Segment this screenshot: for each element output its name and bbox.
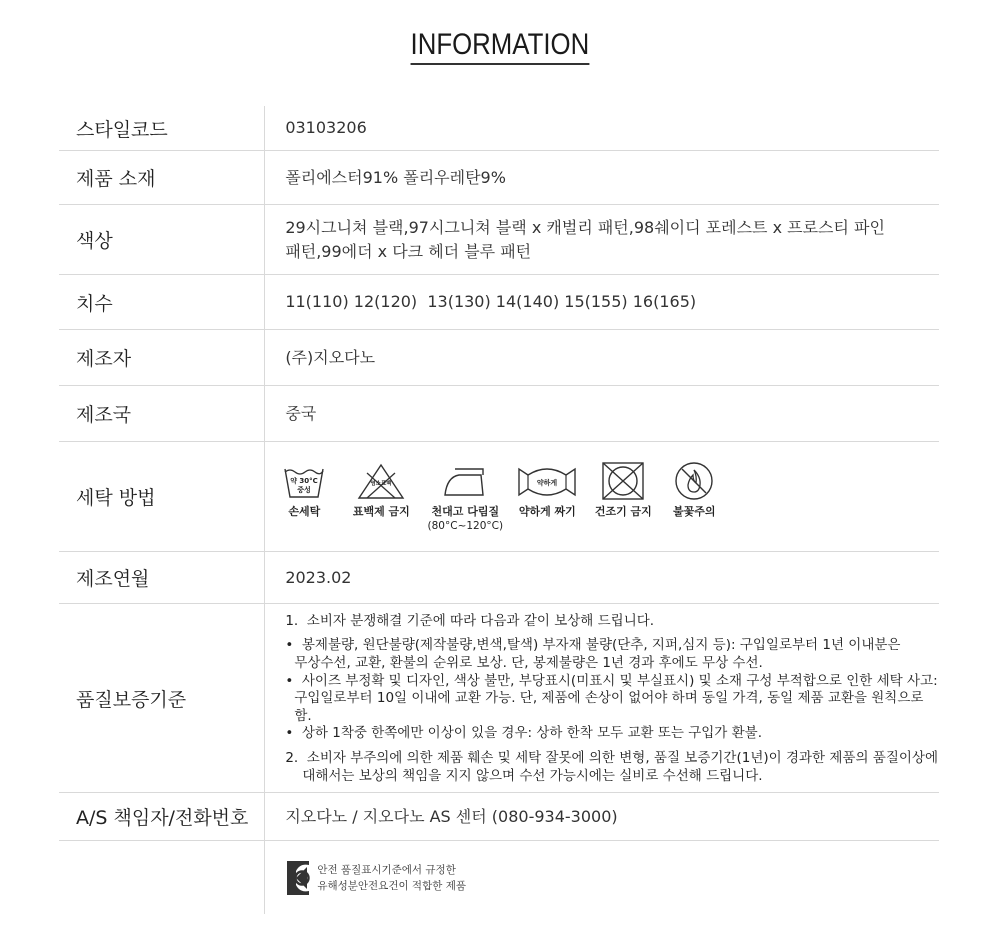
label-kc-empty [59,841,265,915]
label-size: 치수 [59,275,265,330]
value-size: 11(110) 12(120) 13(130) 14(140) 15(155) 16(165) [265,275,939,330]
care-hand-wash [282,461,326,519]
wring-text: 약하게 [537,478,558,487]
kc-text-line2: 유해성분안전요건이 적합한 제품 [317,879,466,892]
value-material: 폴리에스터91% 폴리우레탄9% [265,151,939,205]
hand-wash-label: 손세탁 [288,504,321,518]
label-washing: 세탁 방법 [59,442,265,552]
quality-line-2: • 봉제불량, 원단불량(제작불량,변색,탈색) 부자재 불량(단추, 지퍼,심지 등): 구입일로부터 1년 이내분은 [285,637,901,654]
kc-text-line1: 안전 품질표시기준에서 규정한 [317,863,456,876]
care-icons [285,461,938,533]
care-iron [427,461,504,533]
no-tumble-dry-icon [599,461,647,501]
care-wring [514,461,580,519]
title-text: INFORMATION [411,28,590,65]
label-material: 제품 소재 [59,151,265,205]
quality-line-7: 2. 소비자 부주의에 의한 제품 훼손 및 세탁 잘못에 의한 변형, 품질 보증기간(1년)이 경과한 제품의 품질이상에 [285,749,938,766]
row-date [59,552,939,604]
care-no-tumble-dry [593,461,653,519]
value-maker: (주)지오다노 [265,330,939,386]
wring-label: 약하게 짜기 [518,504,576,518]
value-as: 지오다노 / 지오다노 AS 센터 (080-934-3000) [265,793,939,841]
kc-certification-icon [285,859,311,897]
row-size [59,275,939,330]
value-date: 2023.02 [265,552,939,604]
no-tumble-dry-label: 건조기 금지 [594,504,652,518]
row-quality [59,604,939,793]
row-style-code [59,106,939,151]
no-bleach-icon [353,461,409,501]
quality-line-3: 무상수선, 교환, 환불의 순위로 보상. 단, 봉제불량은 1년 경과 후에도 무상 수선. [294,655,763,672]
row-country [59,386,939,442]
quality-line-8: 대해서는 보상의 책임을 지지 않으며 수선 가능시에는 실비로 수선해 드립니다. [302,767,763,784]
kc-text [317,862,466,894]
label-date: 제조연월 [59,552,265,604]
iron-label [428,505,504,533]
info-table [59,106,939,914]
row-color [59,205,939,275]
label-country: 제조국 [59,386,265,442]
row-material [59,151,939,205]
no-bleach-label: 표백제 금지 [352,504,410,518]
value-color-line2: 패턴,99에더 x 다크 헤더 블루 패턴 [285,241,532,261]
label-style-code: 스타일코드 [59,106,265,151]
kc-mark [285,859,938,897]
row-maker [59,330,939,386]
iron-label-line1: 천대고 다림질 [431,504,500,518]
row-kc [59,841,939,915]
hand-wash-neutral: 중성 [297,485,312,494]
wring-icon [516,461,578,501]
value-kc [265,841,939,915]
value-country: 중국 [265,386,939,442]
iron-icon [439,461,491,501]
label-maker: 제조자 [59,330,265,386]
value-color [265,205,939,275]
label-quality: 품질보증기준 [59,604,265,793]
value-color-line1: 29시그니쳐 블랙,97시그니쳐 블랙 x 캐벌리 패턴,98쉐이디 포레스트 x 프로스티 파인 [285,217,885,237]
iron-label-line2: (80°C~120°C) [427,519,504,532]
hand-wash-temp: 약 30°C [290,476,319,485]
label-as: A/S 책임자/전화번호 [59,793,265,841]
quality-line-1: 1. 소비자 분쟁해결 기준에 따라 다음과 같이 보상해 드립니다. [285,612,655,629]
page-title [0,28,1000,65]
value-style-code: 03103206 [265,106,939,151]
row-as [59,793,939,841]
hand-wash-icon [282,461,326,501]
quality-line-4: • 사이즈 부정확 및 디자인, 색상 불만, 부당표시(미표시 및 부실표시) 및 소재 구성 부적합으로 인한 세탁 사고: [285,672,938,689]
label-color: 색상 [59,205,265,275]
quality-line-5: 구입일로부터 10일 이내에 교환 가능. 단, 제품에 손상이 없어야 하며 동일 가격, 동일 제품 교환을 원칙으로 함. [294,690,924,724]
no-bleach-text: 염소표백 [370,480,392,487]
care-fire [669,461,719,519]
fire-label: 불꽃주의 [673,504,716,518]
value-quality [265,604,939,793]
care-no-bleach [350,461,412,519]
quality-line-6: • 상하 1착중 한쪽에만 이상이 있을 경우: 상하 한착 모두 교환 또는 구입가 환불. [285,725,763,742]
fire-warning-icon [672,461,716,501]
value-washing [265,442,939,552]
quality-text [285,611,938,785]
row-washing [59,442,939,552]
